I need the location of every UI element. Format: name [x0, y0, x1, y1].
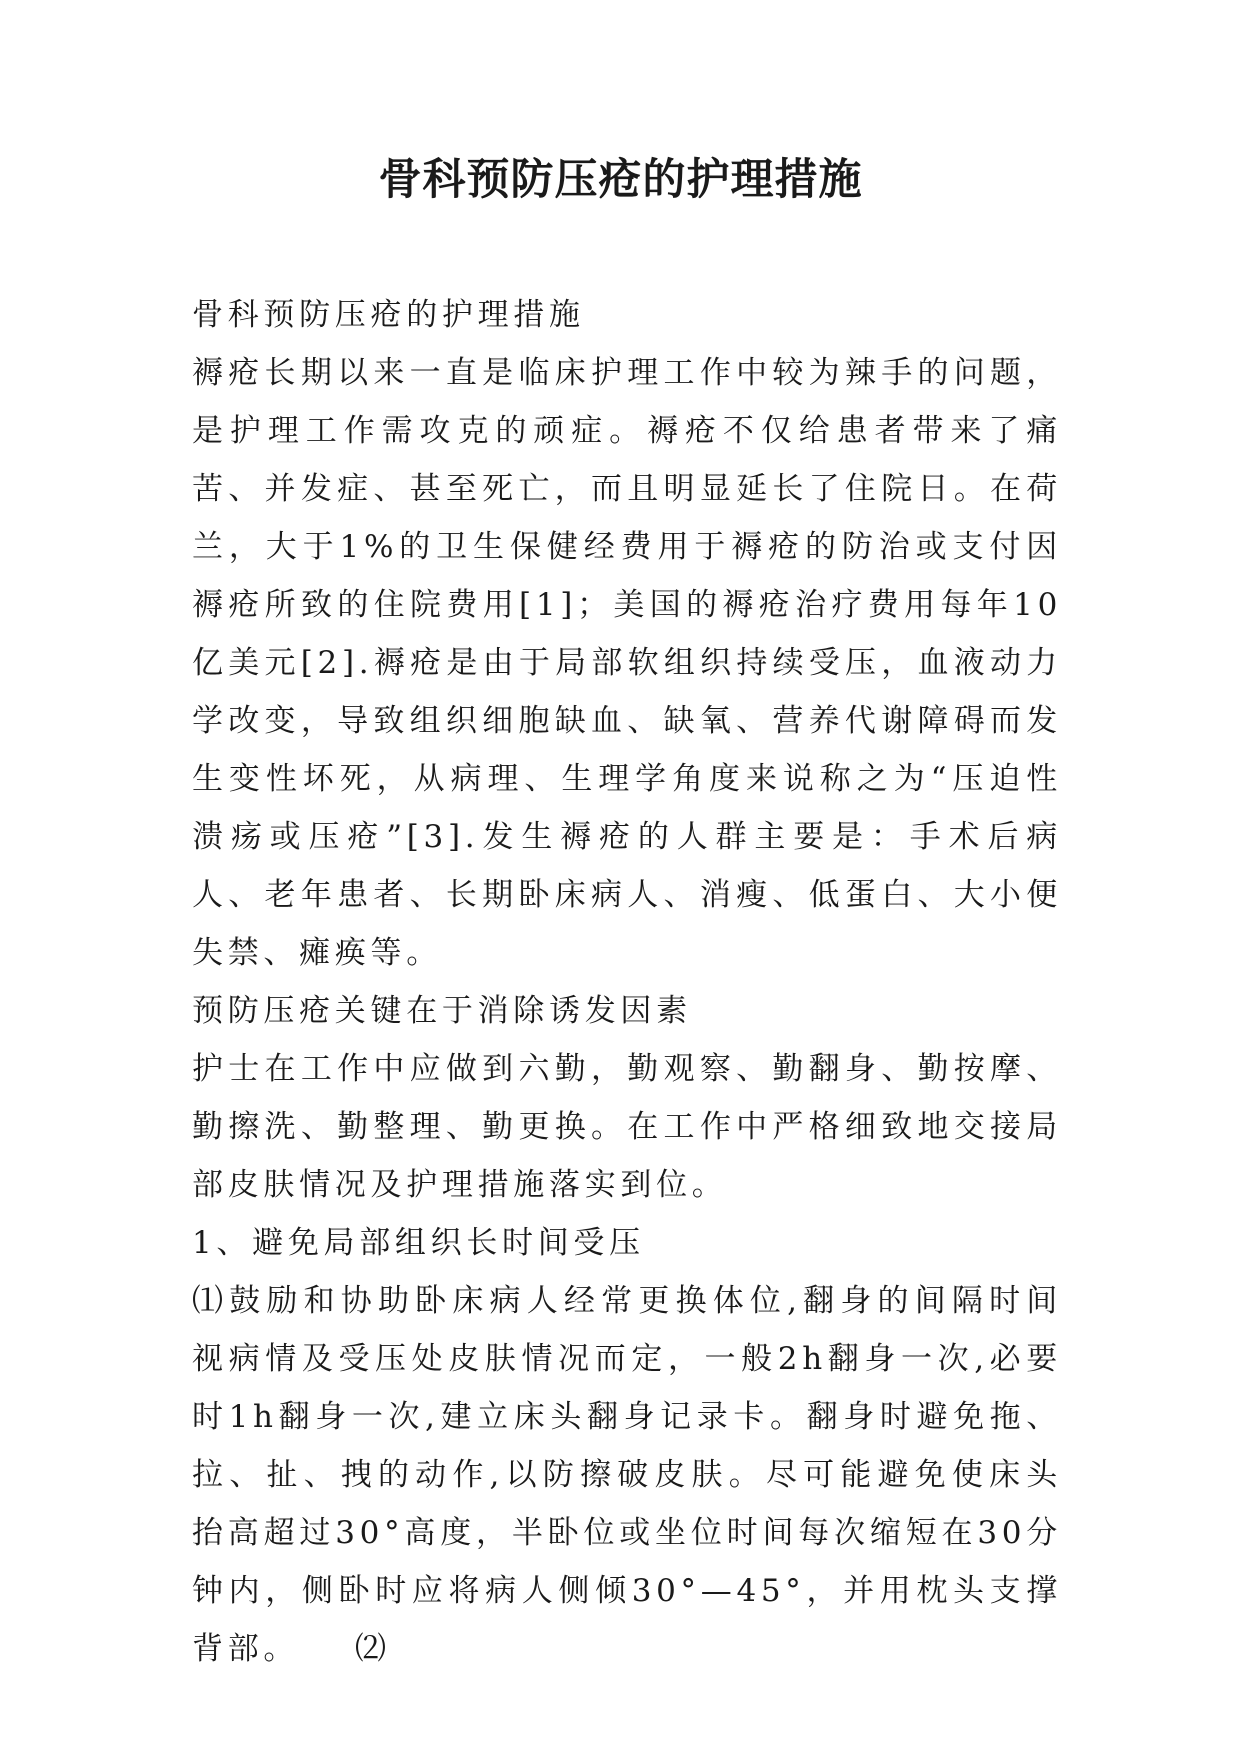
section-heading: 骨科预防压疮的护理措施 [192, 297, 585, 333]
document-body [192, 286, 1062, 1678]
document-title: 骨科预防压疮的护理措施 [378, 155, 863, 205]
body-paragraph: ⑴鼓励和协助卧床病人经常更换体位,翻身的间隔时间视病情及受压处皮肤情况而定，一般2h翻身一次,必要时1h翻身一次,建立床头翻身记录卡。翻身时避免拖、拉、扯、拽的动作,以防擦破皮肤。尽可能避免使床头抬高超过30°高度，半卧位或坐位时间每次缩短在30分钟内，侧卧时应将病人侧倾30°—45°，并用枕头支撑背部。 ⑵ [192, 1283, 1062, 1667]
section-heading: 预防压疮关键在于消除诱发因素 [192, 993, 692, 1029]
body-paragraph: 护士在工作中应做到六勤，勤观察、勤翻身、勤按摩、勤擦洗、勤整理、勤更换。在工作中严格细致地交接局部皮肤情况及护理措施落实到位。 [192, 1051, 1062, 1203]
intro-paragraph: 褥疮长期以来一直是临床护理工作中较为辣手的问题，是护理工作需攻克的顽症。褥疮不仅给患者带来了痛苦、并发症、甚至死亡，而且明显延长了住院日。在荷兰，大于1%的卫生保健经费用于褥疮的防治或支付因褥疮所致的住院费用[1]；美国的褥疮治疗费用每年10亿美元[2].褥疮是由于局部软组织持续受压，血液动力学改变，导致组织细胞缺血、缺氧、营养代谢障碍而发生变性坏死，从病理、生理学角度来说称之为“压迫性溃疡或压疮”[3].发生褥疮的人群主要是：手术后病人、老年患者、长期卧床病人、消瘦、低蛋白、大小便失禁、瘫痪等。 [192, 355, 1062, 971]
numbered-heading: 1、避免局部组织长时间受压 [192, 1225, 645, 1261]
